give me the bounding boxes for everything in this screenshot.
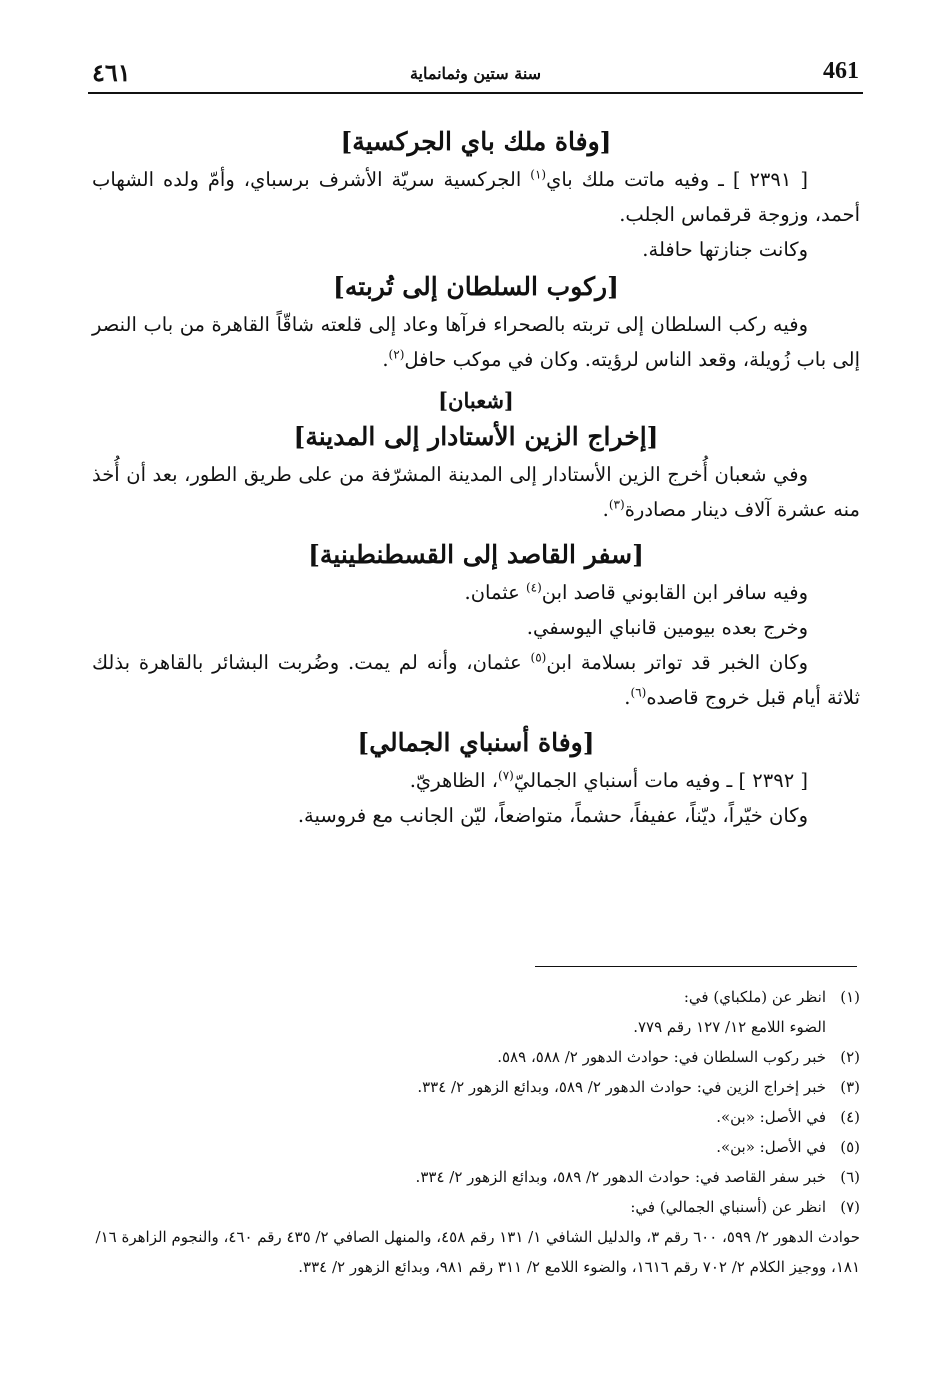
footnote-item [88, 1132, 860, 1162]
section-heading: [وفاة ملك باي الجركسية] [340, 127, 612, 156]
footnote-ref[interactable]: (٦) [630, 685, 647, 700]
section-heading: [وفاة أسنباي الجمالي] [357, 728, 595, 757]
paragraph: وخرج بعده بيومين قانباي اليوسفي. [526, 616, 808, 639]
footnote-ref[interactable]: (٣) [608, 497, 625, 512]
footnote-separator [535, 966, 857, 967]
paragraph: وفيه ركب السلطان إلى تربته بالصحراء فرآها وعاد إلى قلعته شاقّاً القاهرة من باب النصر إلى باب زُويلة، وقعد الناس لرؤيته. وكان في موكب حافل$^{(٢)}$. [92, 313, 860, 371]
footnote-item [88, 1192, 860, 1222]
footnote-continuation: حوادث الدهور ٢/ ٥٩٩، ٦٠٠ رقم ٣، والدليل الشافي ١/ ١٣١ رقم ٤٥٨، والمنهل الصافي ٢/ ٤٣٥ رقم ٤٦٠، والنجوم الزاهرة ١٦/ ١٨١، ووجيز الكلام ٢/ ٧٠٢ رقم ١٦١٦، والضوء اللامع ٢/ ٣١١ رقم ٩٨١، وبدائع الزهور ٢/ ٣٣٤. [95, 1228, 860, 1276]
paragraph: وكان الخبر قد تواتر بسلامة ابن$^{(٥)}$ عثمان، وأنه لم يمت. وضُربت البشائر بالقاهرة بذلك ثلاثة أيام قبل خروج قاصده$^{(٦)}$. [92, 650, 860, 709]
paragraph: وكانت جنازتها حافلة. [642, 238, 808, 261]
section-heading: [إخراج الزين الأستادار إلى المدينة] [293, 422, 659, 451]
footnote-item [88, 1072, 860, 1102]
footnote-text: خبر ركوب السلطان في: حوادث الدهور ٢/ ٥٨٨، ٥٨٩. [497, 1048, 826, 1066]
footnote-item [88, 1102, 860, 1132]
footnotes [88, 982, 860, 1282]
footnote-text: خبر سفر القاصد في: حوادث الدهور ٢/ ٥٨٩، وبدائع الزهور ٢/ ٣٣٤. [415, 1168, 826, 1186]
month-heading: [شعبان] [438, 388, 514, 413]
footnote-ref[interactable]: (٢) [388, 347, 405, 362]
page-number-latin: 461 [823, 58, 859, 84]
footnote-number: (٥) [840, 1138, 860, 1156]
footnote-number: (٤) [840, 1108, 860, 1126]
footnote-ref[interactable]: (٥) [530, 650, 547, 665]
footnote-ref[interactable]: (٤) [525, 580, 542, 595]
page-number-arabic: ٤٦١ [92, 58, 131, 87]
footnote-number: (١) [840, 988, 860, 1006]
footnote-number: (٢) [840, 1048, 860, 1066]
paragraph: [ ٢٣٩٢ ] ـ وفيه مات أسنباي الجماليّ$^{(٧)}$، الظاهريّ. [409, 768, 808, 792]
footnote-text: خبر إخراج الزين في: حوادث الدهور ٢/ ٥٨٩، وبدائع الزهور ٢/ ٣٣٤. [417, 1078, 826, 1096]
paragraph: وفي شعبان أُخرج الزين الأستادار إلى المدينة المشرّفة من على طريق الطور، بعد أن أُخذ منه عشرة آلاف دينار مصادرة$^{(٣)}$. [92, 463, 860, 521]
section-heading: [سفر القاصد إلى القسطنطينية] [308, 540, 644, 569]
footnote-text: انظر عن (ملكباي) في: [683, 988, 826, 1006]
page-header [88, 56, 863, 94]
footnote-text: انظر عن (أسنباي الجمالي) في: [630, 1198, 826, 1216]
footnote-text: في الأصل: «بن». [716, 1108, 826, 1126]
footnote-text: في الأصل: «بن». [716, 1138, 826, 1156]
footnote-number: (٣) [840, 1078, 860, 1096]
paragraph: وفيه سافر ابن القابوني قاصد ابن$^{(٤)}$ عثمان. [464, 580, 808, 604]
footnote-number: (٧) [840, 1198, 860, 1216]
footnote-number: (٦) [840, 1168, 860, 1186]
footnote-item [88, 1162, 860, 1192]
footnote-item [88, 982, 860, 1012]
paragraph: [ ٢٣٩١ ] ـ وفيه ماتت ملك باي$^{(١)}$ الجركسية سريّة الأشرف برسباي، وأمّ ولده الشهاب أحمد، وزوجة قرقماس الجلب. [92, 167, 860, 226]
footnote-ref[interactable]: (١) [530, 167, 547, 182]
main-text [92, 122, 860, 833]
footnote-continuation: الضوء اللامع ١٢/ ١٢٧ رقم ٧٧٩. [633, 1018, 826, 1036]
section-heading: [ركوب السلطان إلى تُربته] [333, 272, 619, 301]
paragraph: وكان خيّراً، ديّناً، عفيفاً، حشماً، متواضعاً، ليّن الجانب مع فروسية. [297, 804, 808, 827]
footnote-item [88, 1042, 860, 1072]
running-title: سنة ستين وثمانماية [409, 64, 542, 83]
footnote-ref[interactable]: (٧) [498, 768, 514, 783]
